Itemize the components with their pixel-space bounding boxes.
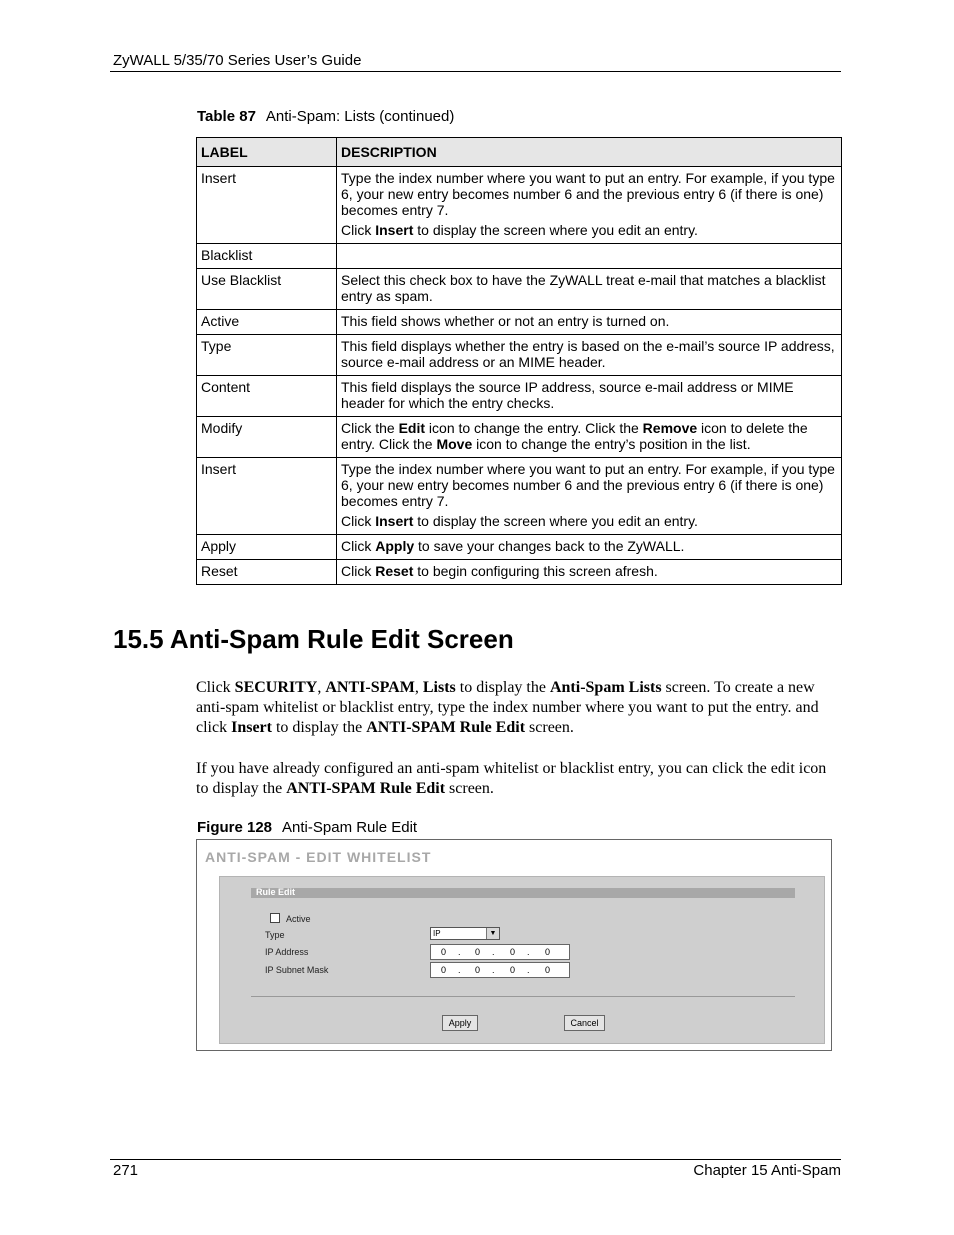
figure-caption-title: Anti-Spam Rule Edit (282, 819, 418, 836)
active-label: Active (286, 914, 311, 924)
row-label: Active (197, 310, 337, 335)
para-text: screen. (525, 719, 574, 736)
ip-octet: 0 (441, 947, 447, 957)
ip-address-label: IP Address (265, 947, 309, 957)
para-text: , (317, 679, 326, 696)
para-bold: SECURITY (234, 679, 318, 696)
table-row (197, 560, 842, 585)
row-description: This field displays whether the entry is based on the e-mail’s source IP address, source e-mail address or an MIME header. (337, 335, 842, 376)
para-text: Click (196, 679, 235, 696)
para-bold: Anti-Spam Lists (549, 679, 662, 696)
desc-text: to save your changes back to the ZyWALL. (414, 538, 685, 554)
desc-paragraph: Type the index number where you want to put an entry. For example, if you type 6, your new entry becomes number 6 and the previous entry 6 (if there is one) becomes entry 7. (341, 461, 835, 509)
ip-octet: 0 (545, 947, 551, 957)
desc-bold: Reset (375, 563, 414, 579)
active-checkbox[interactable] (270, 913, 280, 923)
row-description (337, 535, 842, 560)
row-label: Use Blacklist (197, 269, 337, 310)
desc-text: icon to change the entry. Click the (425, 420, 643, 436)
desc-text: icon to change the entry’s position in the list. (472, 436, 751, 452)
figure-caption-number: Figure 128 (197, 819, 273, 836)
row-label: Insert (197, 458, 337, 535)
col-label-header: LABEL (197, 138, 337, 167)
row-label: Blacklist (197, 244, 337, 269)
desc-paragraph (341, 513, 837, 529)
para-text: to display the (271, 719, 367, 736)
type-select[interactable] (430, 927, 500, 940)
row-label: Content (197, 376, 337, 417)
row-label: Reset (197, 560, 337, 585)
ip-octet: 0 (510, 947, 516, 957)
desc-text: Click (341, 513, 376, 529)
rule-edit-section-bar (251, 888, 795, 898)
rule-edit-panel (219, 876, 825, 1044)
desc-bold: Edit (398, 420, 426, 436)
row-label: Apply (197, 535, 337, 560)
para-bold: Lists (422, 679, 456, 696)
ip-dot: . (492, 947, 495, 957)
edit-whitelist-title: ANTI-SPAM - EDIT WHITELIST (205, 849, 432, 865)
ip-dot: . (527, 947, 530, 957)
header-rule (110, 71, 841, 72)
apply-button[interactable]: Apply (442, 1015, 478, 1031)
desc-bold: Insert (375, 513, 414, 529)
ip-subnet-mask-label: IP Subnet Mask (265, 965, 329, 975)
rule-edit-section-label: Rule Edit (256, 887, 296, 897)
para-text: If you have already configured an anti-spam whitelist or blacklist entry, you can click the edit icon to display the (196, 760, 827, 797)
row-description: This field shows whether or not an entry is turned on. (337, 310, 842, 335)
desc-text: Click (341, 222, 376, 238)
row-label: Modify (197, 417, 337, 458)
table-row (197, 417, 842, 458)
row-label: Insert (197, 167, 337, 244)
ip-dot: . (458, 947, 461, 957)
ip-subnet-mask-input[interactable] (430, 962, 570, 978)
desc-bold: Insert (375, 222, 414, 238)
para-bold: Insert (231, 719, 272, 736)
row-description: Select this check box to have the ZyWALL treat e-mail that matches a blacklist entry as spam. (337, 269, 842, 310)
row-description (337, 244, 842, 269)
footer-rule (110, 1159, 841, 1160)
ip-octet: 0 (475, 947, 481, 957)
desc-paragraph: Type the index number where you want to put an entry. For example, if you type 6, your new entry becomes number 6 and the previous entry 6 (if there is one) becomes entry 7. (341, 170, 835, 218)
desc-text: to display the screen where you edit an entry. (413, 222, 698, 238)
row-description (337, 458, 842, 535)
table-row (197, 458, 842, 535)
para-bold: ANTI-SPAM Rule Edit (366, 719, 526, 736)
ip-octet: 0 (475, 965, 481, 975)
desc-text: Click the (341, 420, 399, 436)
ip-dot: . (492, 965, 495, 975)
figure-caption (197, 819, 417, 836)
section-title: 15.5 Anti-Spam Rule Edit Screen (113, 624, 514, 654)
chevron-down-icon[interactable]: ▼ (486, 928, 499, 939)
page-number: 271 (113, 1162, 139, 1179)
body-paragraph (196, 759, 841, 799)
desc-text: Click (341, 563, 376, 579)
desc-text: icon to delete the entry. Click the (341, 420, 808, 452)
row-label: Type (197, 335, 337, 376)
table-row (197, 376, 842, 417)
running-header: ZyWALL 5/35/70 Series User’s Guide (113, 52, 362, 69)
desc-text: to begin configuring this screen afresh. (413, 563, 658, 579)
desc-bold: Remove (642, 420, 698, 436)
row-description (337, 560, 842, 585)
panel-divider (251, 996, 795, 997)
table-row (197, 244, 842, 269)
table-header-row (197, 138, 842, 167)
para-text: screen. (445, 780, 494, 797)
table-row (197, 535, 842, 560)
para-text: to display the (455, 679, 550, 696)
ip-address-input[interactable] (430, 944, 570, 960)
table-caption-title: Anti-Spam: Lists (continued) (265, 108, 455, 125)
table-row (197, 269, 842, 310)
ip-dot: . (527, 965, 530, 975)
para-text: , (414, 679, 423, 696)
rule-edit-screenshot (196, 839, 832, 1051)
table-caption-number: Table 87 (197, 108, 256, 125)
body-paragraph (196, 678, 841, 738)
row-description (337, 417, 842, 458)
col-description-header: DESCRIPTION (337, 138, 842, 167)
anti-spam-lists-table (196, 137, 842, 585)
desc-paragraph (341, 222, 837, 238)
row-description: This field displays the source IP address, source e-mail address or MIME header for which the entry checks. (337, 376, 842, 417)
type-select-value: IP (433, 929, 441, 938)
ip-octet: 0 (441, 965, 447, 975)
desc-text: to display the screen where you edit an entry. (413, 513, 698, 529)
para-text: screen. To create a new anti-spam whitelist or blacklist entry, type the index number where you want to put the entry. and click (196, 679, 819, 736)
ip-dot: . (458, 965, 461, 975)
ip-octet: 0 (545, 965, 551, 975)
chapter-footer: Chapter 15 Anti-Spam (693, 1162, 841, 1179)
table-row (197, 167, 842, 244)
para-bold: ANTI-SPAM Rule Edit (286, 780, 446, 797)
table-caption (197, 108, 454, 125)
desc-bold: Apply (375, 538, 415, 554)
cancel-button[interactable]: Cancel (564, 1015, 605, 1031)
table-row (197, 310, 842, 335)
type-label: Type (265, 930, 285, 940)
table-row (197, 335, 842, 376)
row-description (337, 167, 842, 244)
desc-text: Click (341, 538, 376, 554)
ip-octet: 0 (510, 965, 516, 975)
desc-bold: Move (436, 436, 473, 452)
para-bold: ANTI-SPAM (325, 679, 415, 696)
